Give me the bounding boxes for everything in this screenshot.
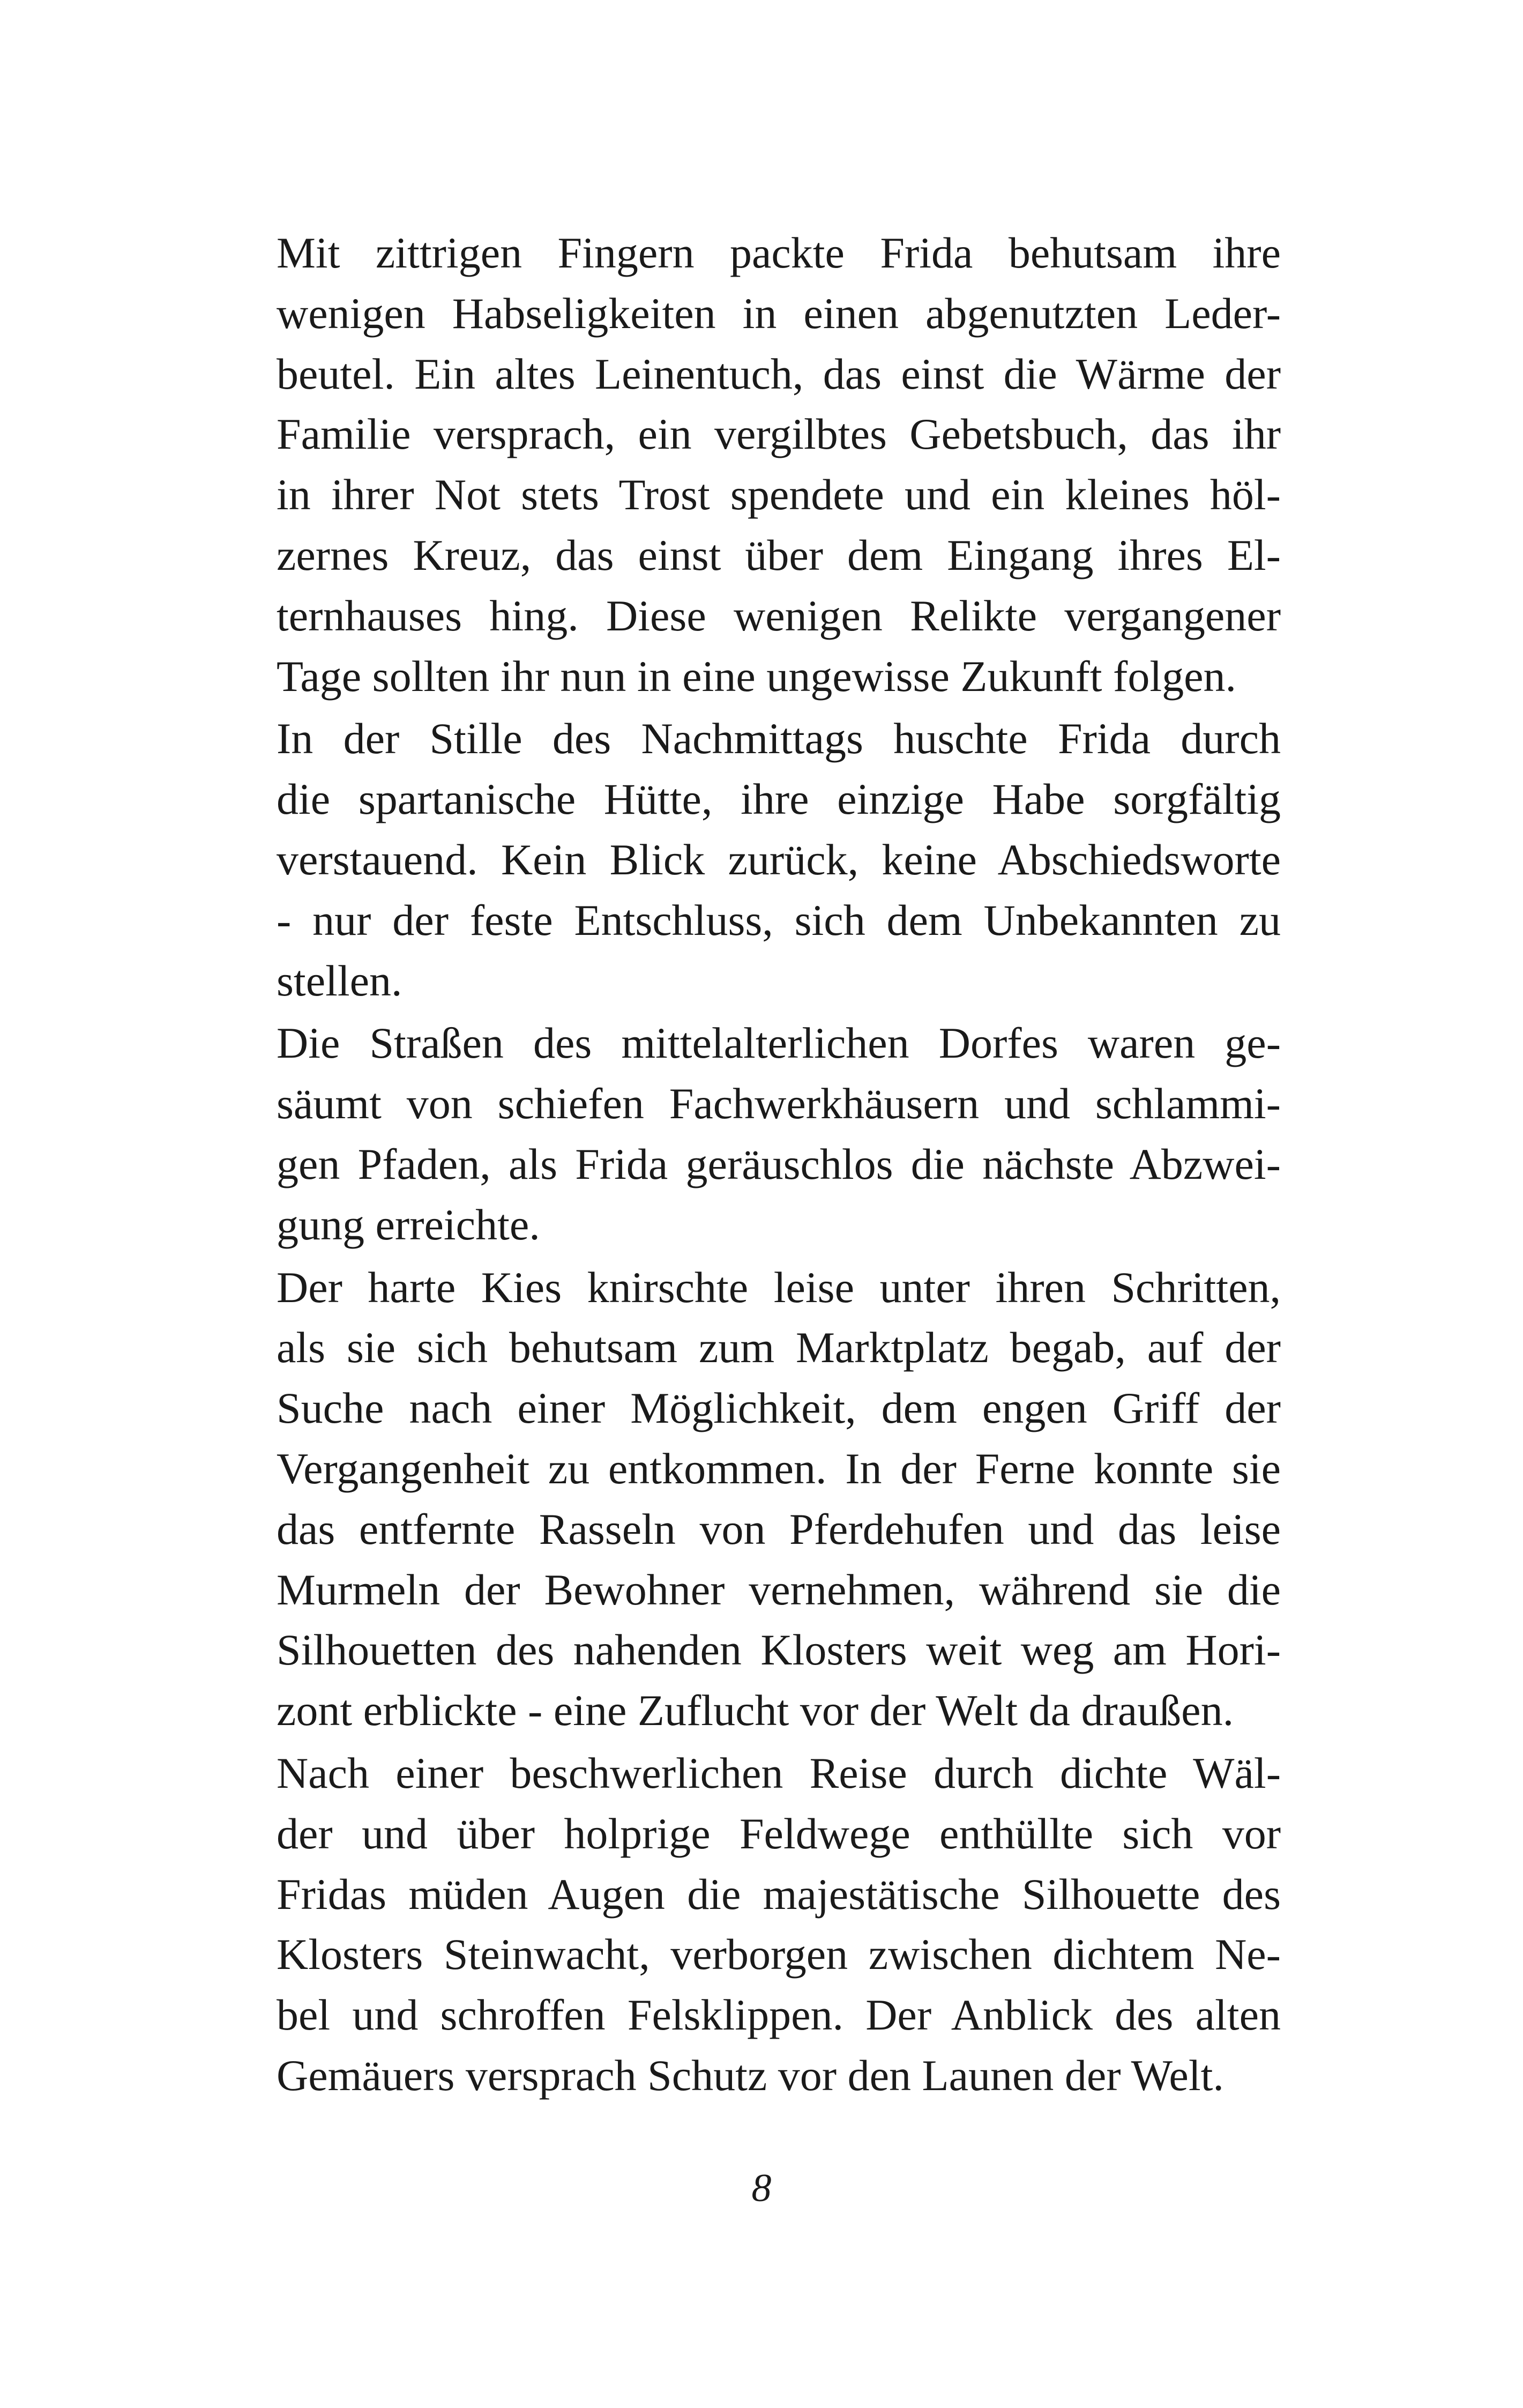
text-line: beutel. Ein altes Leinentuch, das einst die Wärme der [277, 349, 1281, 398]
text-line: Mit zittrigen Fingern packte Frida behutsam ihre [277, 228, 1281, 277]
text-line: - nur der feste Entschluss, sich dem Unbekannten zu [277, 895, 1281, 945]
text-line: gung erreichte. [277, 1200, 540, 1249]
page-number: 8 [751, 2166, 772, 2210]
text-line: gen Pfaden, als Frida geräuschlos die nächste Abzwei- [277, 1139, 1281, 1188]
text-line: Gemäuers versprach Schutz vor den Launen der Welt. [277, 2050, 1224, 2100]
text-line: Vergangenheit zu entkommen. In der Ferne konnte sie [277, 1444, 1281, 1493]
text-line: zernes Kreuz, das einst über dem Eingang ihres El- [277, 530, 1281, 579]
text-line: Tage sollten ihr nun in eine ungewisse Zukunft folgen. [277, 651, 1237, 701]
text-line: wenigen Habseligkeiten in einen abgenutzten Leder- [277, 288, 1281, 338]
paragraph [225, 1743, 1281, 2106]
paragraph [225, 1258, 1281, 1741]
text-line: Der harte Kies knirschte leise unter ihren Schritten, [277, 1262, 1281, 1312]
text-line: zont erblickte - eine Zuflucht vor der Welt da draußen. [277, 1686, 1234, 1735]
text-line: verstauend. Kein Blick zurück, keine Abschiedsworte [277, 835, 1281, 884]
text-line: Die Straßen des mittelalterlichen Dorfes waren ge- [277, 1019, 1281, 1068]
text-line: Fridas müden Augen die majestätische Silhouette des [277, 1869, 1281, 1919]
paragraph [225, 709, 1281, 1011]
text-line: Nach einer beschwerlichen Reise durch dichte Wäl- [277, 1748, 1281, 1797]
text-line: in ihrer Not stets Trost spendete und ein kleines höl- [277, 470, 1281, 519]
text-line: In der Stille des Nachmittags huschte Frida durch [277, 714, 1281, 763]
text-line: Murmeln der Bewohner vernehmen, während sie die [277, 1565, 1281, 1614]
text-line: die spartanische Hütte, ihre einzige Habe sorgfältig [277, 775, 1281, 824]
text-line: Familie versprach, ein vergilbtes Gebetsbuch, das ihr [277, 410, 1281, 459]
text-line: ternhauses hing. Diese wenigen Relikte vergangener [277, 591, 1281, 640]
text-line: der und über holprige Feldwege enthüllte sich vor [277, 1809, 1281, 1858]
text-line: bel und schroffen Felsklippen. Der Anblick des alten [277, 1990, 1281, 2040]
paragraph [225, 223, 1281, 707]
text-line: als sie sich behutsam zum Marktplatz begab, auf der [277, 1323, 1281, 1372]
paragraph [225, 1013, 1281, 1255]
text-line: das entfernte Rasseln von Pferdehufen und das leise [277, 1504, 1281, 1554]
text-line: Silhouetten des nahenden Klosters weit weg am Hori- [277, 1625, 1281, 1675]
text-line: Klosters Steinwacht, verborgen zwischen dichtem Ne- [277, 1930, 1281, 1979]
body-text [225, 223, 1281, 2108]
text-line: säumt von schiefen Fachwerkhäusern und schlammi- [277, 1079, 1281, 1128]
text-line: stellen. [277, 956, 402, 1005]
text-line: Suche nach einer Möglichkeit, dem engen Griff der [277, 1384, 1281, 1433]
